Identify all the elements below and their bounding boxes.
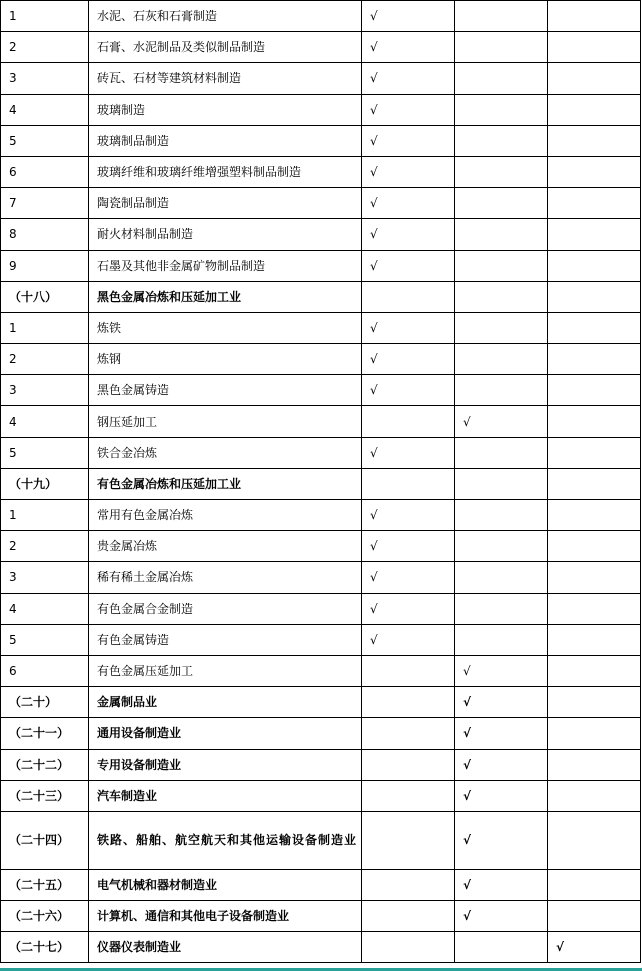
row-number: 9 bbox=[1, 250, 89, 281]
check-col-3 bbox=[548, 531, 641, 562]
row-number: 4 bbox=[1, 406, 89, 437]
check-col-2: √ bbox=[455, 718, 548, 749]
table-row bbox=[1, 500, 641, 531]
row-number: 1 bbox=[1, 500, 89, 531]
check-col-2 bbox=[455, 500, 548, 531]
check-col-2 bbox=[455, 281, 548, 312]
check-col-3 bbox=[548, 250, 641, 281]
check-col-2 bbox=[455, 312, 548, 343]
row-number: （十八） bbox=[1, 281, 89, 312]
check-col-3 bbox=[548, 901, 641, 932]
table-row bbox=[1, 188, 641, 219]
check-col-2 bbox=[455, 468, 548, 499]
check-col-3 bbox=[548, 188, 641, 219]
check-col-2: √ bbox=[455, 780, 548, 811]
check-col-1: √ bbox=[362, 188, 455, 219]
check-col-3 bbox=[548, 655, 641, 686]
industry-name: 陶瓷制品制造 bbox=[89, 188, 362, 219]
check-col-1 bbox=[362, 869, 455, 900]
industry-name: 玻璃纤维和玻璃纤维增强塑料制品制造 bbox=[89, 156, 362, 187]
industry-name: 石膏、水泥制品及类似制品制造 bbox=[89, 32, 362, 63]
table-row bbox=[1, 375, 641, 406]
check-col-2: √ bbox=[455, 749, 548, 780]
check-col-2 bbox=[455, 932, 548, 963]
check-col-2 bbox=[455, 125, 548, 156]
check-col-1: √ bbox=[362, 375, 455, 406]
check-col-3 bbox=[548, 562, 641, 593]
check-col-2 bbox=[455, 1, 548, 32]
category-row bbox=[1, 811, 641, 869]
check-col-1: √ bbox=[362, 531, 455, 562]
industry-name: 玻璃制造 bbox=[89, 94, 362, 125]
table-row bbox=[1, 593, 641, 624]
check-col-3 bbox=[548, 406, 641, 437]
row-number: （二十四） bbox=[1, 811, 89, 869]
check-col-2 bbox=[455, 375, 548, 406]
check-col-1: √ bbox=[362, 156, 455, 187]
table-row bbox=[1, 94, 641, 125]
check-col-3 bbox=[548, 32, 641, 63]
check-col-1: √ bbox=[362, 437, 455, 468]
industry-name: 石墨及其他非金属矿物制品制造 bbox=[89, 250, 362, 281]
row-number: 7 bbox=[1, 188, 89, 219]
table-row bbox=[1, 250, 641, 281]
table-row bbox=[1, 1, 641, 32]
industry-name: 黑色金属铸造 bbox=[89, 375, 362, 406]
check-col-3 bbox=[548, 156, 641, 187]
table-row bbox=[1, 624, 641, 655]
check-col-3 bbox=[548, 219, 641, 250]
category-row bbox=[1, 687, 641, 718]
row-number: 6 bbox=[1, 156, 89, 187]
row-number: （二十六） bbox=[1, 901, 89, 932]
check-col-2: √ bbox=[455, 811, 548, 869]
check-col-3 bbox=[548, 468, 641, 499]
category-row bbox=[1, 749, 641, 780]
row-number: 3 bbox=[1, 375, 89, 406]
category-row bbox=[1, 932, 641, 963]
row-number: （二十七） bbox=[1, 932, 89, 963]
check-col-1: √ bbox=[362, 250, 455, 281]
row-number: 1 bbox=[1, 1, 89, 32]
table-row bbox=[1, 562, 641, 593]
row-number: 3 bbox=[1, 63, 89, 94]
check-col-1 bbox=[362, 780, 455, 811]
check-col-1: √ bbox=[362, 125, 455, 156]
check-col-2 bbox=[455, 250, 548, 281]
industry-name: 耐火材料制品制造 bbox=[89, 219, 362, 250]
check-col-3: √ bbox=[548, 932, 641, 963]
check-col-2 bbox=[455, 63, 548, 94]
check-col-3 bbox=[548, 375, 641, 406]
table-row bbox=[1, 219, 641, 250]
check-col-3 bbox=[548, 718, 641, 749]
row-number: （十九） bbox=[1, 468, 89, 499]
check-col-2 bbox=[455, 94, 548, 125]
check-col-1 bbox=[362, 811, 455, 869]
industry-name: 汽车制造业 bbox=[89, 780, 362, 811]
table-row bbox=[1, 32, 641, 63]
check-col-2 bbox=[455, 437, 548, 468]
check-col-1 bbox=[362, 281, 455, 312]
check-col-1: √ bbox=[362, 219, 455, 250]
category-row bbox=[1, 869, 641, 900]
industry-name: 有色金属合金制造 bbox=[89, 593, 362, 624]
industry-name: 炼钢 bbox=[89, 344, 362, 375]
row-number: 2 bbox=[1, 531, 89, 562]
check-col-3 bbox=[548, 312, 641, 343]
check-col-2: √ bbox=[455, 655, 548, 686]
row-number: （二十三） bbox=[1, 780, 89, 811]
table-row bbox=[1, 406, 641, 437]
industry-name: 金属制品业 bbox=[89, 687, 362, 718]
row-number: 2 bbox=[1, 32, 89, 63]
industry-name: 有色金属冶炼和压延加工业 bbox=[89, 468, 362, 499]
category-row bbox=[1, 468, 641, 499]
check-col-3 bbox=[548, 344, 641, 375]
industry-name: 有色金属铸造 bbox=[89, 624, 362, 655]
check-col-2 bbox=[455, 344, 548, 375]
check-col-3 bbox=[548, 687, 641, 718]
check-col-1 bbox=[362, 932, 455, 963]
row-number: 5 bbox=[1, 125, 89, 156]
industry-name: 水泥、石灰和石膏制造 bbox=[89, 1, 362, 32]
table-row bbox=[1, 312, 641, 343]
row-number: 6 bbox=[1, 655, 89, 686]
check-col-3 bbox=[548, 437, 641, 468]
check-col-1 bbox=[362, 687, 455, 718]
industry-name: 砖瓦、石材等建筑材料制造 bbox=[89, 63, 362, 94]
table-row bbox=[1, 437, 641, 468]
industry-name: 炼铁 bbox=[89, 312, 362, 343]
row-number: （二十一） bbox=[1, 718, 89, 749]
industry-name: 电气机械和器材制造业 bbox=[89, 869, 362, 900]
check-col-1 bbox=[362, 655, 455, 686]
check-col-3 bbox=[548, 1, 641, 32]
table-row bbox=[1, 156, 641, 187]
row-number: 4 bbox=[1, 94, 89, 125]
check-col-2 bbox=[455, 32, 548, 63]
check-col-2: √ bbox=[455, 901, 548, 932]
check-col-3 bbox=[548, 869, 641, 900]
check-col-2: √ bbox=[455, 406, 548, 437]
row-number: 8 bbox=[1, 219, 89, 250]
industry-name: 计算机、通信和其他电子设备制造业 bbox=[89, 901, 362, 932]
check-col-2: √ bbox=[455, 687, 548, 718]
row-number: 5 bbox=[1, 624, 89, 655]
industry-name: 贵金属冶炼 bbox=[89, 531, 362, 562]
check-col-2 bbox=[455, 531, 548, 562]
check-col-2 bbox=[455, 593, 548, 624]
check-col-1: √ bbox=[362, 500, 455, 531]
check-col-1 bbox=[362, 468, 455, 499]
check-col-3 bbox=[548, 780, 641, 811]
industry-name: 仪器仪表制造业 bbox=[89, 932, 362, 963]
category-row bbox=[1, 780, 641, 811]
check-col-1 bbox=[362, 718, 455, 749]
table-row bbox=[1, 344, 641, 375]
industry-name: 玻璃制品制造 bbox=[89, 125, 362, 156]
table-body bbox=[1, 1, 641, 963]
check-col-2 bbox=[455, 562, 548, 593]
row-number: 1 bbox=[1, 312, 89, 343]
check-col-1: √ bbox=[362, 32, 455, 63]
industry-name: 稀有稀土金属冶炼 bbox=[89, 562, 362, 593]
table-row bbox=[1, 531, 641, 562]
industry-name: 黑色金属冶炼和压延加工业 bbox=[89, 281, 362, 312]
industry-name: 有色金属压延加工 bbox=[89, 655, 362, 686]
industry-name: 铁合金冶炼 bbox=[89, 437, 362, 468]
check-col-1: √ bbox=[362, 593, 455, 624]
check-col-2 bbox=[455, 219, 548, 250]
check-col-3 bbox=[548, 125, 641, 156]
check-col-3 bbox=[548, 281, 641, 312]
check-col-1: √ bbox=[362, 344, 455, 375]
category-row bbox=[1, 281, 641, 312]
row-number: 4 bbox=[1, 593, 89, 624]
category-row bbox=[1, 718, 641, 749]
check-col-3 bbox=[548, 811, 641, 869]
row-number: （二十二） bbox=[1, 749, 89, 780]
check-col-3 bbox=[548, 63, 641, 94]
check-col-1: √ bbox=[362, 624, 455, 655]
row-number: （二十） bbox=[1, 687, 89, 718]
check-col-1: √ bbox=[362, 1, 455, 32]
check-col-2 bbox=[455, 156, 548, 187]
check-col-1: √ bbox=[362, 94, 455, 125]
table-row bbox=[1, 63, 641, 94]
industry-name: 常用有色金属冶炼 bbox=[89, 500, 362, 531]
check-col-3 bbox=[548, 593, 641, 624]
industry-name: 铁路、船舶、航空航天和其他运输设备制造业 bbox=[89, 811, 362, 869]
check-col-2 bbox=[455, 624, 548, 655]
check-col-3 bbox=[548, 749, 641, 780]
industry-name: 专用设备制造业 bbox=[89, 749, 362, 780]
row-number: 2 bbox=[1, 344, 89, 375]
check-col-3 bbox=[548, 500, 641, 531]
check-col-3 bbox=[548, 94, 641, 125]
industry-name: 钢压延加工 bbox=[89, 406, 362, 437]
row-number: 3 bbox=[1, 562, 89, 593]
row-number: 5 bbox=[1, 437, 89, 468]
check-col-3 bbox=[548, 624, 641, 655]
check-col-1: √ bbox=[362, 562, 455, 593]
row-number: （二十五） bbox=[1, 869, 89, 900]
check-col-1 bbox=[362, 901, 455, 932]
check-col-2 bbox=[455, 188, 548, 219]
check-col-1 bbox=[362, 749, 455, 780]
table-row bbox=[1, 655, 641, 686]
check-col-1: √ bbox=[362, 63, 455, 94]
check-col-1: √ bbox=[362, 312, 455, 343]
check-col-1 bbox=[362, 406, 455, 437]
category-row bbox=[1, 901, 641, 932]
table-row bbox=[1, 125, 641, 156]
check-col-2: √ bbox=[455, 869, 548, 900]
industry-name: 通用设备制造业 bbox=[89, 718, 362, 749]
